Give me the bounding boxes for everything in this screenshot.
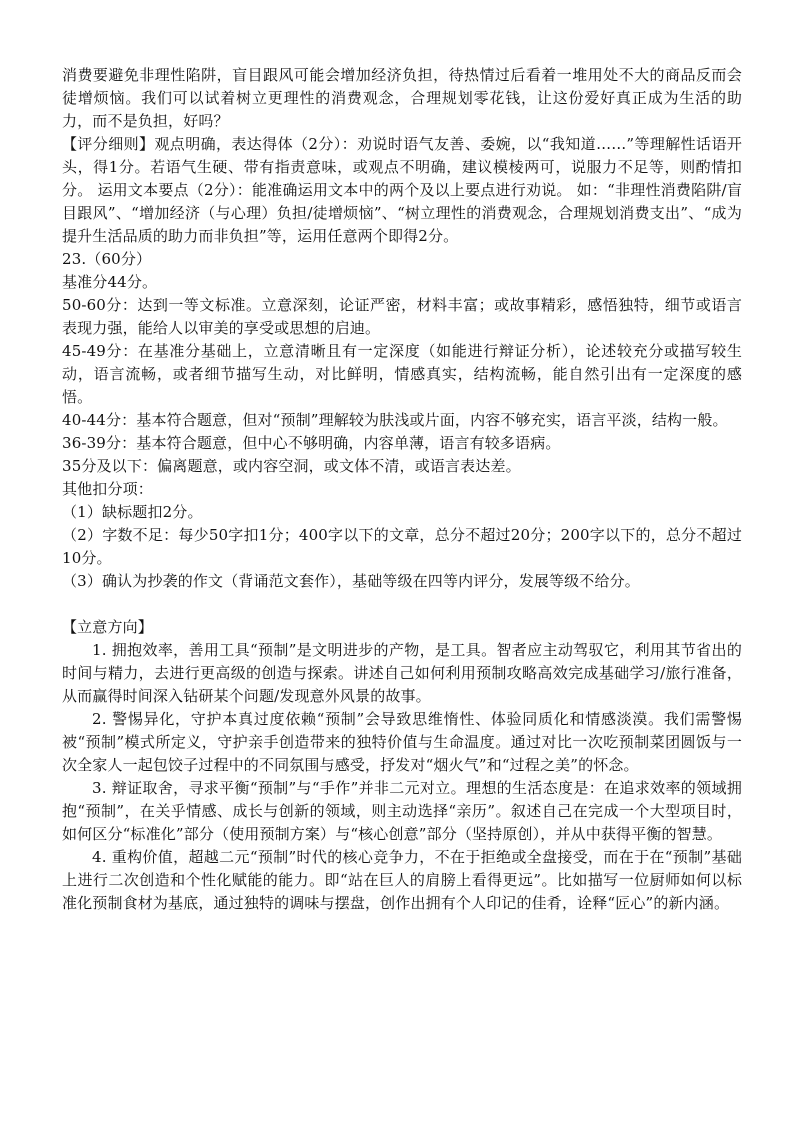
score-band-40-44: 40-44分：基本符合题意，但对“预制”理解较为肤浅或片面，内容不够充实，语言平淡，结构一般。: [62, 411, 728, 429]
direction-item: 1. 拥抱效率，善用工具“预制”是文明进步的产物，是工具。智者应主动驾驭它，利用其节省出的时间与精力，去进行更高级的创造与探索。讲述自己如何利用预制攻略高效完成基础学习/旅行准备，从而赢得时间深入钻研某个问题/发现意外风景的故事。: [62, 641, 742, 705]
direction-item: 3. 辩证取舍，寻求平衡“预制”与“手作”并非二元对立。理想的生活态度是：在追求效率的领域拥抱“预制”，在关乎情感、成长与创新的领域，则主动选择“亲历”。叙述自己在完成一个大型项目时，如何区分“标准化”部分（使用预制方案）与“核心创意”部分（坚持原创），并从中获得平衡的智慧。: [62, 779, 742, 843]
section-gap: [62, 593, 742, 616]
document-page: [62, 64, 742, 915]
deduction-item: （1）缺标题扣2分。: [62, 503, 203, 521]
score-band-36-39: 36-39分：基本符合题意，但中心不够明确，内容单薄，语言有较多语病。: [62, 434, 561, 452]
other-deductions-heading: 其他扣分项：: [62, 480, 153, 498]
direction-heading: 【立意方向】: [62, 618, 153, 636]
direction-item: 4. 重构价值，超越二元“预制”时代的核心竞争力，不在于拒绝或全盘接受，而在于在“预制”基础上进行二次创造和个性化赋能的能力。即“站在巨人的肩膀上看得更远”。比如描写一位厨师如何以标准化预制食材为基底，通过独特的调味与摆盘，创作出拥有个人印记的佳肴，诠释“匠心”的新内涵。: [62, 848, 742, 912]
score-band-35-below: 35分及以下：偏离题意，或内容空洞，或文体不清，或语言表达差。: [62, 457, 521, 475]
base-score: 基准分44分。: [62, 273, 158, 291]
deduction-item: （2）字数不足：每少50字扣1分；400字以下的文章，总分不超过20分；200字以下的，总分不超过10分。: [62, 526, 742, 567]
score-band-50-60: 50-60分：达到一等文标准。立意深刻，论证严密，材料丰富；或故事精彩，感悟独特，细节或语言表现力强，能给人以审美的享受或思想的启迪。: [62, 296, 742, 337]
question-number: 23.（60分）: [62, 250, 152, 268]
advice-paragraph: 消费要避免非理性陷阱，盲目跟风可能会增加经济负担，待热情过后看着一堆用处不大的商品反而会徒增烦恼。我们可以试着树立更理性的消费观念，合理规划零花钱，让这份爱好真正成为生活的助力，而不是负担，好吗？: [62, 66, 742, 130]
scoring-details-paragraph: 【评分细则】观点明确，表达得体（2分）：劝说时语气友善、委婉，以“我知道……”等理解性话语开头，得1分。若语气生硬、带有指责意味，或观点不明确，建议模棱两可，说服力不足等，则酌情扣分。 运用文本要点（2分）：能准确运用文本中的两个及以上要点进行劝说。 如：“非理性消费陷阱/盲目跟风”、“增加经济（与心理）负担/徒增烦恼”、“树立理性的消费观念，合理规划消费支出”、“成为提升生活品质的助力而非负担”等，运用任意两个即得2分。: [62, 135, 742, 245]
deduction-item: （3）确认为抄袭的作文（背诵范文套作），基础等级在四等内评分，发展等级不给分。: [62, 572, 640, 590]
direction-item: 2. 警惕异化，守护本真过度依赖“预制”会导致思维惰性、体验同质化和情感淡漠。我们需警惕被“预制”模式所定义，守护亲手创造带来的独特价值与生命温度。通过对比一次吃预制菜团圆饭与一次全家人一起包饺子过程中的不同氛围与感受，抒发对“烟火气”和“过程之美”的怀念。: [62, 710, 742, 774]
score-band-45-49: 45-49分：在基准分基础上，立意清晰且有一定深度（如能进行辩证分析），论述较充分或描写较生动，语言流畅，或者细节描写生动，对比鲜明，情感真实，结构流畅，能自然引出有一定深度的感悟。: [62, 342, 742, 406]
